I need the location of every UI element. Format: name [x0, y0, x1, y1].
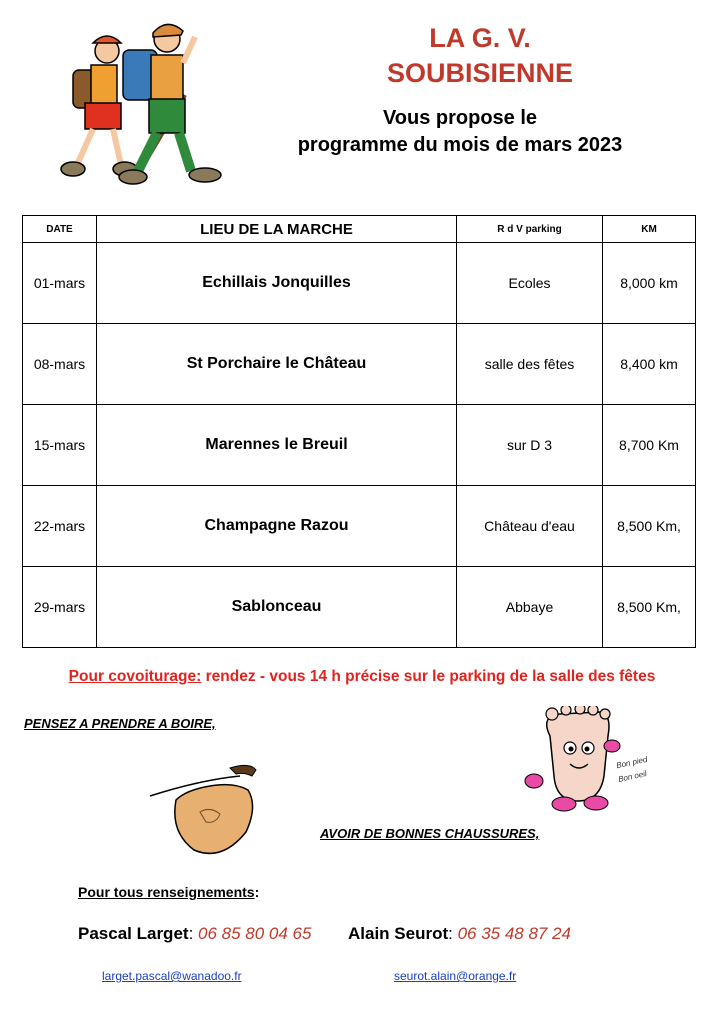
carpool-notice: [0, 668, 724, 686]
walk-rdv: salle des fêtes: [457, 324, 603, 405]
shoes-reminder: AVOIR DE BONNES CHAUSSURES,: [320, 826, 540, 841]
carpool-label: Pour covoiturage:: [68, 668, 202, 685]
walk-rdv: sur D 3: [457, 405, 603, 486]
club-name-line2: SOUBISIENNE: [386, 58, 574, 88]
walk-km: 8,500 Km,: [603, 486, 696, 567]
subtitle-line2: programme du mois de mars 2023: [297, 134, 623, 156]
contact-phone[interactable]: 06 35 48 87 24: [457, 924, 572, 943]
walk-date: 15-mars: [23, 405, 97, 486]
contact-alain: Alain Seurot: 06 35 48 87 24: [348, 924, 572, 943]
col-header-date: DATE: [23, 216, 97, 243]
table-row: [23, 324, 696, 405]
foot-caption-line2: Bon oeil: [617, 769, 648, 784]
table-row: [23, 486, 696, 567]
contacts-heading-colon: :: [254, 884, 260, 900]
contact-name: Pascal Larget: [78, 924, 189, 943]
col-header-km: KM: [603, 216, 696, 243]
walk-km: 8,700 Km: [603, 405, 696, 486]
march-schedule-table: [22, 215, 696, 648]
carpool-text: rendez - vous 14 h précise sur le parking de la salle des fêtes: [201, 668, 656, 685]
contact-phone[interactable]: 06 85 80 04 65: [198, 924, 312, 943]
walk-date: 29-mars: [23, 567, 97, 648]
walk-place: Sablonceau: [97, 567, 457, 648]
walk-km: 8,500 Km,: [603, 567, 696, 648]
table-header-row: [23, 216, 696, 243]
contact-name: Alain Seurot: [348, 924, 449, 943]
table-row: [23, 567, 696, 648]
walk-rdv: Abbaye: [457, 567, 603, 648]
subtitle-line1: Vous propose le: [382, 107, 538, 129]
table-row: [23, 405, 696, 486]
walk-place: St Porchaire le Château: [97, 324, 457, 405]
water-gourd-illustration: [140, 762, 270, 862]
walk-rdv: Ecoles: [457, 243, 603, 324]
table-row: [23, 243, 696, 324]
walk-place: Echillais Jonquilles: [97, 243, 457, 324]
col-header-place: LIEU DE LA MARCHE: [97, 216, 457, 243]
walk-km: 8,400 km: [603, 324, 696, 405]
walk-place: Marennes le Breuil: [97, 405, 457, 486]
email-link-pascal[interactable]: larget.pascal@wanadoo.fr: [102, 969, 242, 983]
walk-date: 08-mars: [23, 324, 97, 405]
walk-km: 8,000 km: [603, 243, 696, 324]
col-header-rdv: R d V parking: [457, 216, 603, 243]
contacts-heading: [78, 884, 259, 900]
foot-illustration: [520, 706, 670, 816]
contact-pascal: Pascal Larget: 06 85 80 04 65: [78, 924, 312, 943]
walk-rdv: Château d'eau: [457, 486, 603, 567]
email-link-alain[interactable]: seurot.alain@orange.fr: [394, 969, 517, 983]
walk-date: 22-mars: [23, 486, 97, 567]
club-name-line1: LA G. V.: [429, 23, 531, 53]
contacts-heading-text: Pour tous renseignements: [78, 884, 255, 900]
walk-place: Champagne Razou: [97, 486, 457, 567]
drink-reminder: PENSEZ A PRENDRE A BOIRE,: [24, 716, 216, 731]
hikers-illustration: [55, 15, 240, 190]
foot-caption-line1: Bon pied: [615, 754, 649, 771]
walk-date: 01-mars: [23, 243, 97, 324]
